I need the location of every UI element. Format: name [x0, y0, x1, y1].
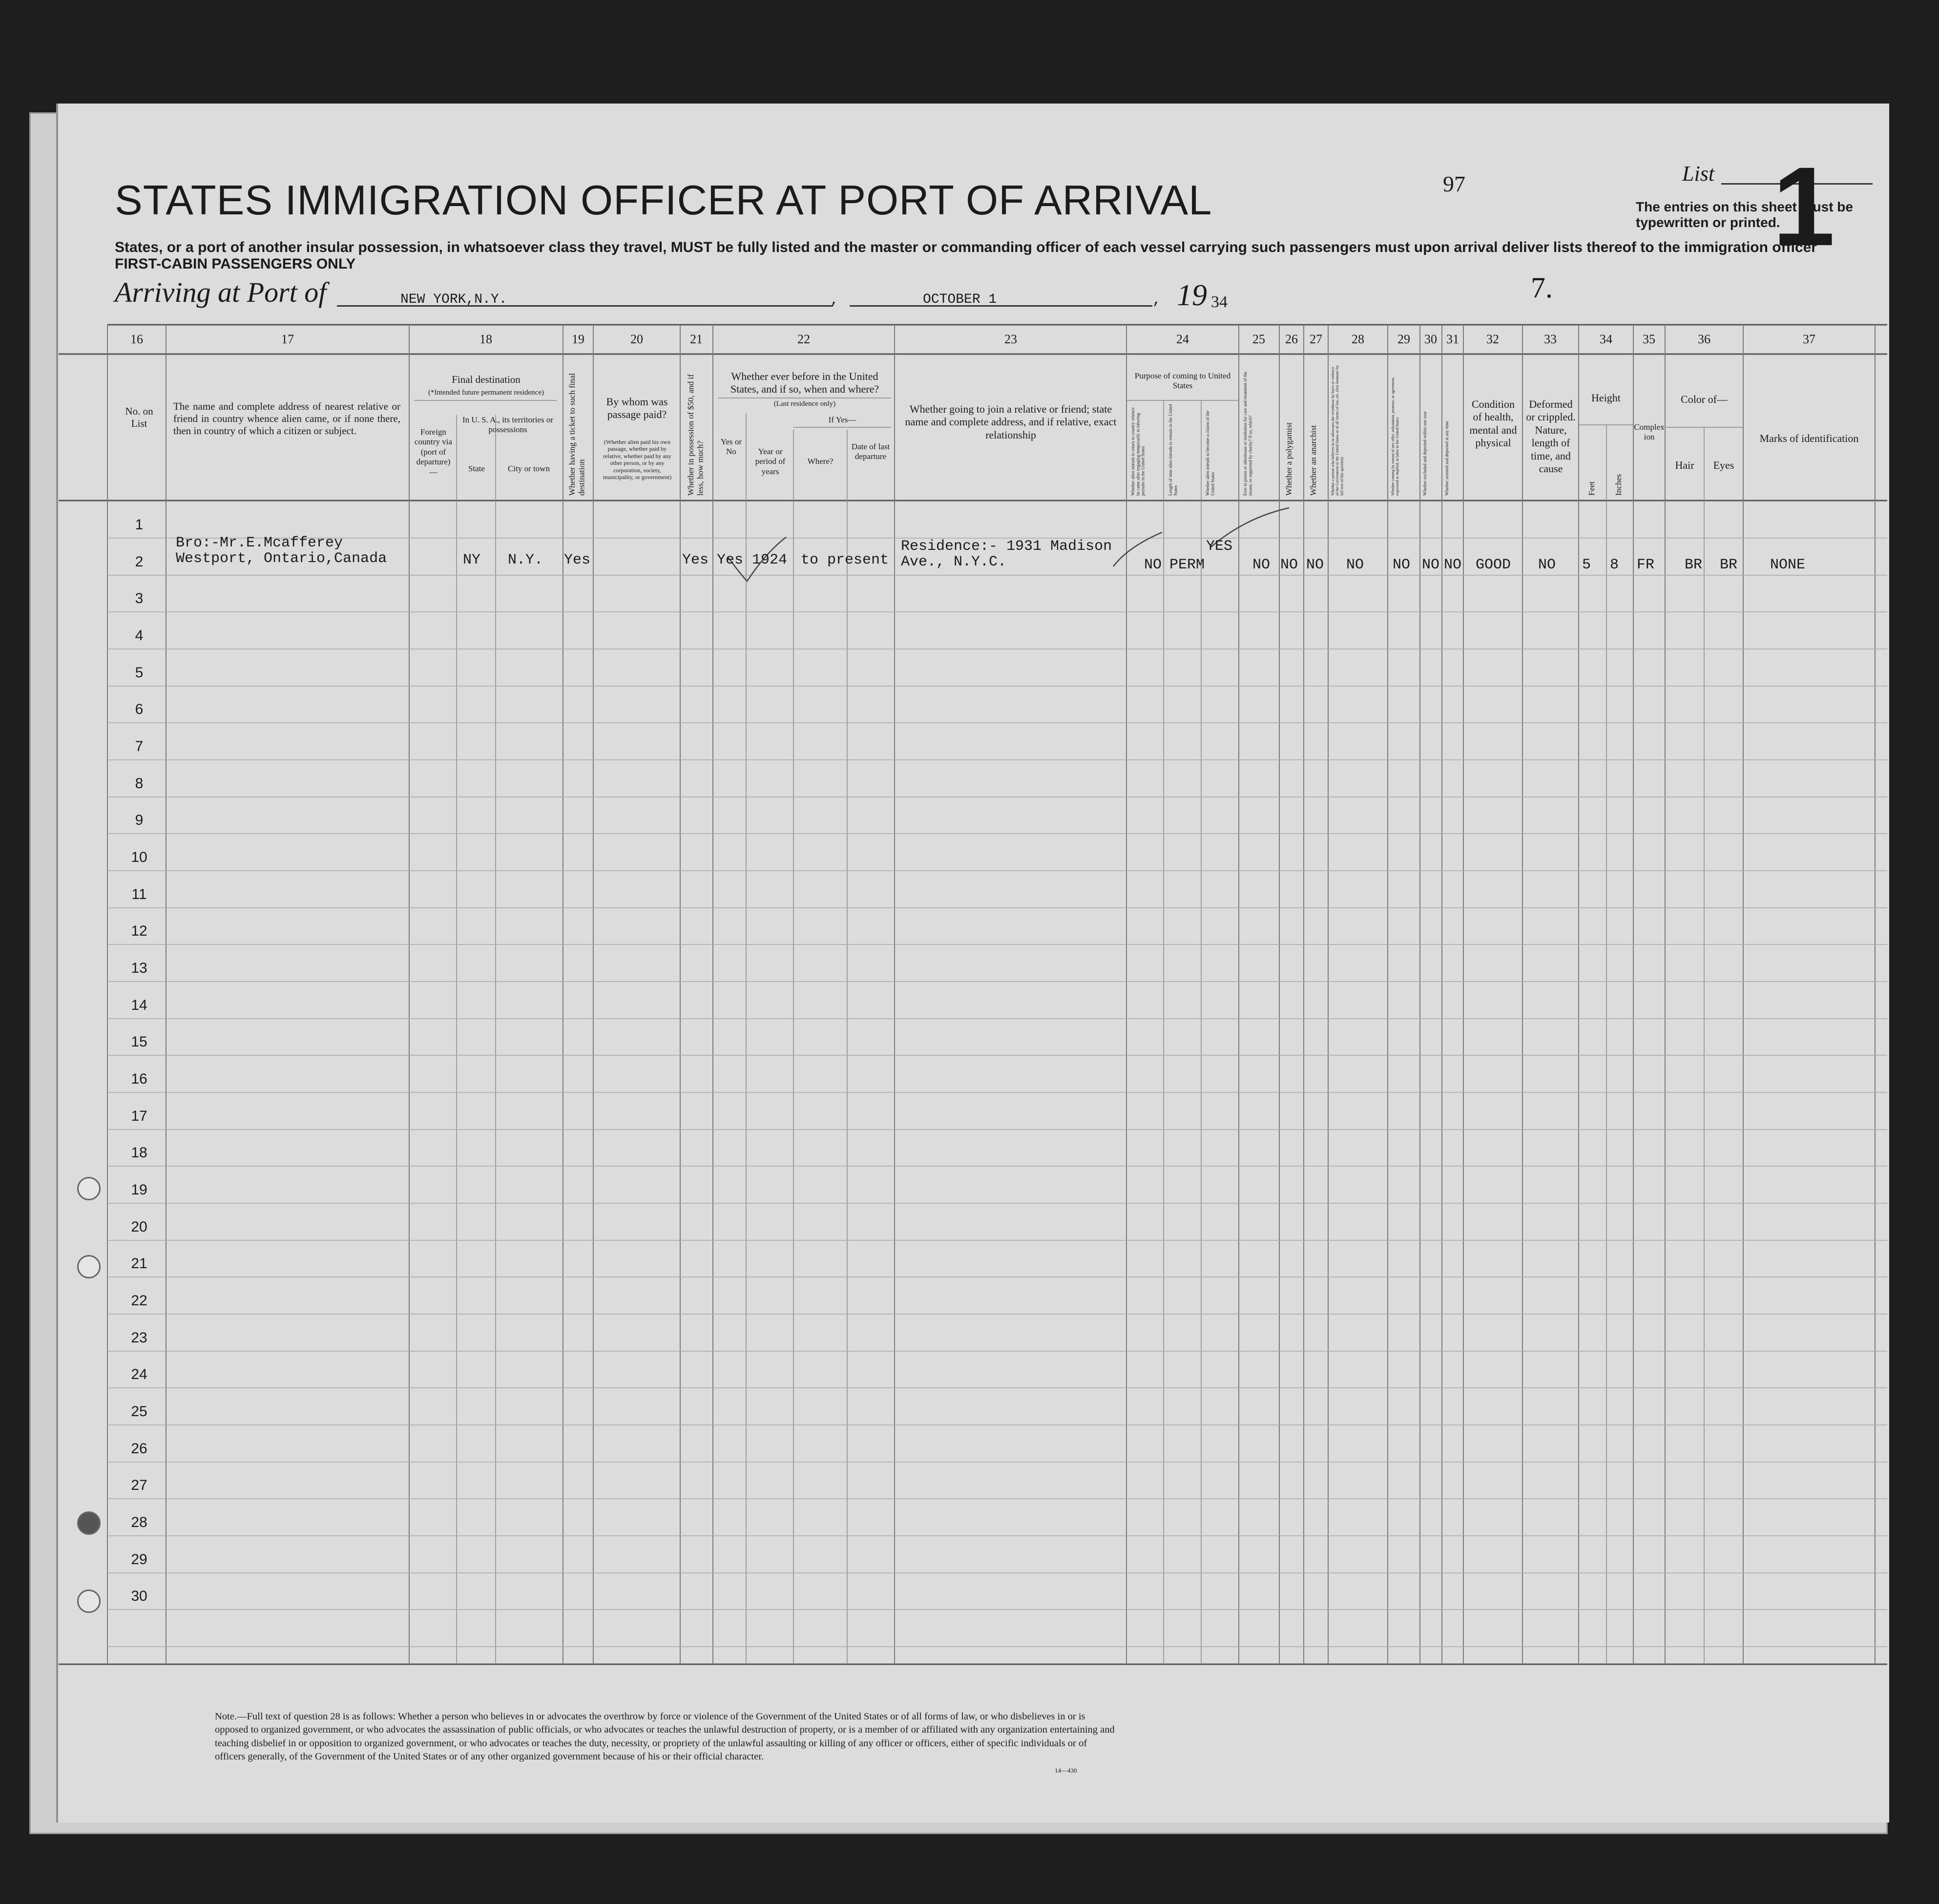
- entry-complexion: FR: [1637, 557, 1655, 573]
- entry-feet: 5: [1582, 557, 1591, 573]
- comma-2: ,: [1152, 292, 1162, 309]
- row-number: 22: [131, 1293, 147, 1309]
- colnum-19: 19: [572, 332, 584, 346]
- colnum-32: 32: [1486, 332, 1499, 346]
- entry-prison: NO: [1252, 557, 1271, 573]
- row-number: 12: [131, 923, 147, 940]
- colnum-22: 22: [797, 332, 810, 346]
- entry-state: NY: [463, 552, 481, 568]
- header-polygamist: Whether a polygamist: [1284, 422, 1293, 496]
- header-health: Condition of health, mental and physical: [1469, 398, 1517, 449]
- header-yes-or-no: Yes or No: [720, 437, 742, 457]
- entry-before-in-us: Yes: [717, 552, 744, 568]
- row-number: 7: [135, 738, 144, 755]
- colnum-25: 25: [1252, 332, 1265, 346]
- row-number: 17: [131, 1108, 147, 1124]
- entry-year-period: 1924: [752, 552, 788, 568]
- colnum-16: 16: [130, 332, 143, 346]
- header-arrested-deported: Whether arrested and deported at any time: [1444, 421, 1449, 496]
- list-number: 1: [1772, 144, 1835, 269]
- header-deformed: Deformed or crippled. Nature, length of time, and cause: [1526, 398, 1576, 475]
- row-number: 30: [131, 1588, 147, 1605]
- colnum-24: 24: [1176, 332, 1189, 346]
- header-passage-note: (Whether alien paid his own passage, whether paid by relative, whether paid by any other person, or by any corporation, society, municipality, or government): [603, 439, 672, 481]
- colnum-33: 33: [1544, 332, 1557, 346]
- binder-hole: [77, 1590, 101, 1613]
- colnum-30: 30: [1424, 332, 1437, 346]
- colnum-26: 26: [1285, 332, 1298, 346]
- date-value: OCTOBER 1: [923, 292, 997, 307]
- row-number: 11: [131, 886, 147, 902]
- colnum-20: 20: [630, 332, 643, 346]
- page-title: STATES IMMIGRATION OFFICER AT PORT OF ARRIVAL: [115, 177, 1212, 224]
- colnum-28: 28: [1352, 332, 1364, 346]
- port-value: NEW YORK,N.Y.: [400, 292, 507, 307]
- row-number: 13: [131, 960, 147, 977]
- header-passage-paid: By whom was passage paid?: [606, 396, 668, 421]
- colnum-17: 17: [281, 332, 294, 346]
- header-marks: Marks of identification: [1759, 432, 1859, 444]
- row-number: 1: [135, 517, 144, 533]
- entry-anarchist: NO: [1306, 557, 1324, 573]
- entry-eyes: BR: [1720, 557, 1738, 573]
- header-foreign-country: Foreign country via (port of departure)—: [415, 427, 452, 477]
- row-number: 25: [131, 1403, 147, 1420]
- header-city: City or town: [508, 464, 550, 473]
- entry-polygamist: NO: [1280, 557, 1298, 573]
- header-inches: Inches: [1614, 474, 1623, 496]
- header-before-in-us: Whether ever before in the United States, and if so, when and where?: [730, 370, 879, 396]
- entry-join-line2: Ave., N.Y.C.: [901, 554, 1007, 570]
- comma-1: ,: [830, 292, 839, 309]
- row-number: 2: [135, 553, 144, 570]
- row-number: 14: [131, 997, 147, 1013]
- year-suffix: 34: [1211, 293, 1228, 311]
- row-number: 15: [131, 1034, 147, 1050]
- colnum-35: 35: [1643, 332, 1655, 346]
- year-prefix: 19: [1177, 279, 1207, 312]
- row-number: 18: [131, 1145, 147, 1161]
- entry-inches: 8: [1610, 557, 1619, 573]
- stamp-number: 97: [1443, 171, 1465, 196]
- footnote: Note.—Full text of question 28 is as follows: Whether a person who believes in or advocates the overthrow by force or violence of the Government of the United States or of all forms of law, or who disbelieves in or is opposed to organized government, or who advocates the assassination of public officials, or who advocates or teaches the unlawful destruction of property, or is a member of or affiliated with any organization entertaining and teaching disbelief in or opposition to organized government, or who advocates or teaches the duty, necessity, or propriety of the unlawful assaulting or killing of any officer or officers, either of specific individuals or of officers generally, of the Government of the United States or of any other organized government because of his or their official character.: [215, 1711, 1115, 1762]
- row-number: 9: [135, 812, 144, 829]
- entry-overthrow: NO: [1346, 557, 1364, 573]
- header-where: Where?: [807, 457, 834, 466]
- row-number: 29: [131, 1551, 147, 1568]
- header-coming-by-offer: Whether coming by reason of any offer, solicitation, promise, or agreement, expressed or implied, to labor in the United States: [1391, 377, 1400, 496]
- entry-city: N.Y.: [508, 552, 543, 568]
- entry-relative-line2: Westport, Ontario,Canada: [176, 550, 387, 567]
- entry-ticket: Yes: [564, 552, 591, 568]
- binder-hole: [77, 1511, 101, 1535]
- entry-excluded: NO: [1422, 557, 1440, 573]
- colnum-23: 23: [1004, 332, 1017, 346]
- header-anarchist: Whether an anarchist: [1309, 425, 1318, 496]
- entry-purpose-return: NO: [1144, 557, 1162, 573]
- row-number: 5: [135, 664, 144, 681]
- header-height: Height: [1591, 392, 1621, 404]
- row-number: 26: [131, 1440, 147, 1457]
- handwritten-mark: 7.: [1531, 272, 1553, 304]
- header-if-yes: If Yes—: [828, 415, 856, 424]
- header-no-on-list: No. on List: [125, 405, 153, 430]
- header-final-destination: Final destination: [452, 374, 521, 385]
- entry-deformed: NO: [1538, 557, 1556, 573]
- row-number: 16: [131, 1071, 147, 1088]
- list-note: The entries on this sheet must be typewritten or printed.: [1636, 199, 1853, 230]
- entry-coming-by-offer: NO: [1393, 557, 1411, 573]
- colnum-34: 34: [1600, 332, 1612, 346]
- entry-marks: NONE: [1770, 557, 1806, 573]
- header-excluded-deported: Whether excluded and deported within one year: [1422, 411, 1427, 496]
- arriving-label: Arriving at Port of: [115, 276, 327, 308]
- row-number: 20: [131, 1218, 147, 1235]
- entry-join-line1: Residence:- 1931 Madison: [901, 538, 1112, 555]
- colnum-31: 31: [1446, 332, 1459, 346]
- header-purpose: Purpose of coming to United States: [1134, 371, 1231, 391]
- header-year-period: Year or period of years: [755, 447, 786, 476]
- entry-arrested: NO: [1444, 557, 1462, 573]
- colnum-21: 21: [690, 332, 703, 346]
- header-hair: Hair: [1675, 459, 1694, 471]
- colnum-36: 36: [1698, 332, 1710, 346]
- header-feet: Feet: [1587, 481, 1596, 496]
- header-prison: Ever in prison or almshouse or institution for care and treatment of the insane, or supported by charity? If so, which?: [1243, 372, 1253, 496]
- header-date-last-departure: Date of last departure: [851, 442, 890, 461]
- entry-purpose-citizen: YES: [1206, 538, 1233, 555]
- entry-possession: Yes: [682, 552, 709, 568]
- header-join-relative: Whether going to join a relative or friend; state name and complete address, and if relative, exact relationship: [905, 403, 1117, 441]
- binder-hole: [77, 1255, 101, 1278]
- header-nearest-relative: The name and complete address of nearest relative or friend in country whence alien came, or if none there, then in country of which a citizen or subject.: [173, 400, 400, 437]
- row-number: 21: [131, 1255, 147, 1272]
- list-label: List: [1682, 162, 1715, 186]
- header-state: State: [468, 464, 485, 473]
- header-purpose-length: Length of time alien intends to remain in the United States: [1168, 404, 1178, 496]
- colnum-27: 27: [1310, 332, 1322, 346]
- entry-where: to present: [801, 552, 889, 568]
- binder-hole: [77, 1177, 101, 1200]
- header-overthrow: Whether a person who believes in or advocates the overthrow by force or violence of the Government of the United States or of all forms of law, etc. (See footnote for full text of this question): [1331, 365, 1344, 496]
- row-number: 6: [135, 701, 144, 718]
- row-number: 8: [135, 775, 144, 792]
- header-purpose-citizen: Whether alien intends to become a citizen of the United States: [1205, 411, 1215, 496]
- subtitle-text: States, or a port of another insular possession, in whatsoever class they travel, MUST be fully listed and the master or commanding officer of each vessel carrying such passengers must upon arrival deliver lists thereof to the immigration officer: [115, 239, 1817, 255]
- header-in-usa: In U. S. A., its territories or possessions: [462, 415, 554, 435]
- entry-purpose-length: PERM: [1169, 557, 1205, 573]
- row-number: 19: [131, 1182, 147, 1198]
- entry-relative-line1: Bro:-Mr.E.Mcafferey: [176, 535, 343, 551]
- row-number: 10: [131, 849, 147, 866]
- form-number: 14—430: [1055, 1767, 1077, 1774]
- row-number: 28: [131, 1514, 147, 1531]
- colnum-37: 37: [1803, 332, 1815, 346]
- header-complexion: Complexion: [1634, 422, 1665, 442]
- row-number: 23: [131, 1329, 147, 1346]
- row-number: 3: [135, 590, 144, 607]
- header-last-residence-only: (Last residence only): [773, 400, 836, 408]
- header-final-destination-note: (*Intended future permanent residence): [428, 389, 544, 397]
- row-number: 24: [131, 1366, 147, 1383]
- header-possession-50: Whether in possession of $50, and if less, how much?: [686, 374, 705, 496]
- entry-health: GOOD: [1476, 557, 1511, 573]
- header-color-of: Color of—: [1681, 393, 1728, 405]
- cabin-class: FIRST-CABIN PASSENGERS ONLY: [115, 256, 356, 272]
- header-purpose-return: Whether alien intends to return to country whence he came after engaging temporarily in laboring pursuits in the United States: [1130, 407, 1146, 496]
- header-eyes: Eyes: [1713, 459, 1734, 471]
- header-ticket: Whether having a ticket to such final destination: [567, 373, 586, 496]
- colnum-18: 18: [480, 332, 492, 346]
- colnum-29: 29: [1397, 332, 1410, 346]
- entry-hair: BR: [1685, 557, 1703, 573]
- row-number: 27: [131, 1477, 147, 1494]
- row-number: 4: [135, 628, 144, 644]
